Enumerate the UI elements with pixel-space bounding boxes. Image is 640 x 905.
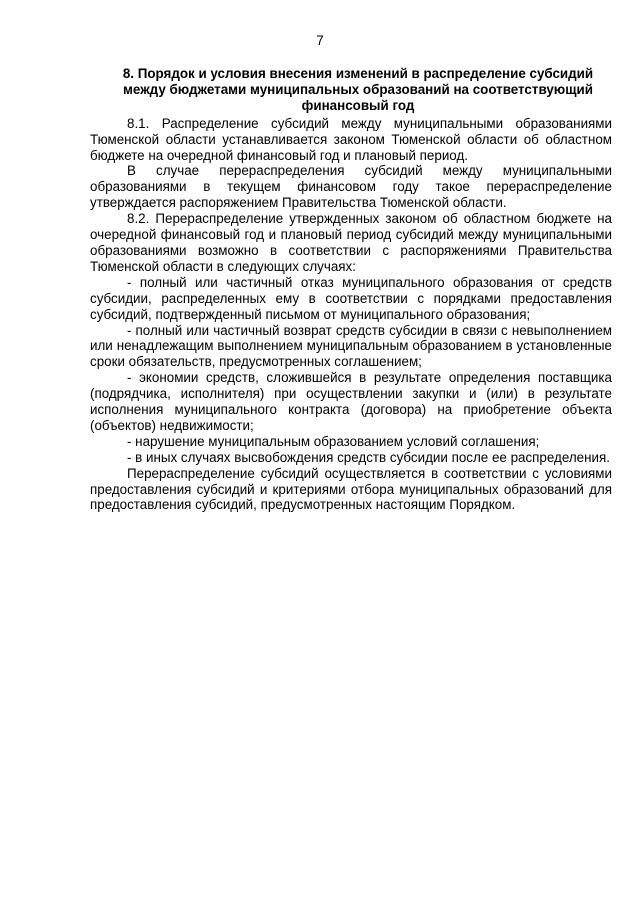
list-item-refusal: - полный или частичный отказ муниципального образования от средств субсидии, распределенных ему в соответствии с порядками предоставления субсидий, подтвержденный письмом от муниципального образования; (90, 274, 612, 322)
list-item-return: - полный или частичный возврат средств субсидии в связи с невыполнением или ненадлежащим выполнением муниципальным образованием в установленные сроки обязательств, предусмотренных соглашением; (90, 322, 612, 370)
paragraph-redistribution-current-year: В случае перераспределения субсидий между муниципальными образованиями в текущем финансовом году такое перераспределение утверждается распоряжением Правительства Тюменской области. (90, 163, 612, 211)
section-heading: 8. Порядок и условия внесения изменений в распределение субсидий между бюджетами муниципальных образований на соответствующий финансовый год (122, 66, 594, 113)
paragraph-8-2: 8.2. Перераспределение утвержденных законом об областном бюджете на очередной финансовый год и плановый период субсидий между муниципальными образованиями возможно в соответствии с распоряжениями Правительства Тюменской области в следующих случаях: (90, 211, 612, 274)
list-item-other-cases: - в иных случаях высвобождения средств субсидии после ее распределения. (127, 449, 610, 465)
list-item-violation: - нарушение муниципальным образованием условий соглашения; (127, 433, 540, 449)
document-body (90, 66, 612, 513)
list-item-savings: - экономии средств, сложившейся в результате определения поставщика (подрядчика, исполнителя) при осуществлении закупки и (или) в результате исполнения муниципального контракта (договора) на приобретение объекта (объектов) недвижимости; (90, 370, 612, 433)
paragraph-8-1: 8.1. Распределение субсидий между муниципальными образованиями Тюменской области устанавливается законом Тюменской области об областном бюджете на очередной финансовый год и плановый период. (90, 115, 612, 163)
page-number: 7 (316, 33, 324, 48)
paragraph-conditions: Перераспределение субсидий осуществляется в соответствии с условиями предоставления субсидий и критериями отбора муниципальных образований для предоставления субсидий, предусмотренных настоящим Порядком. (90, 465, 612, 513)
